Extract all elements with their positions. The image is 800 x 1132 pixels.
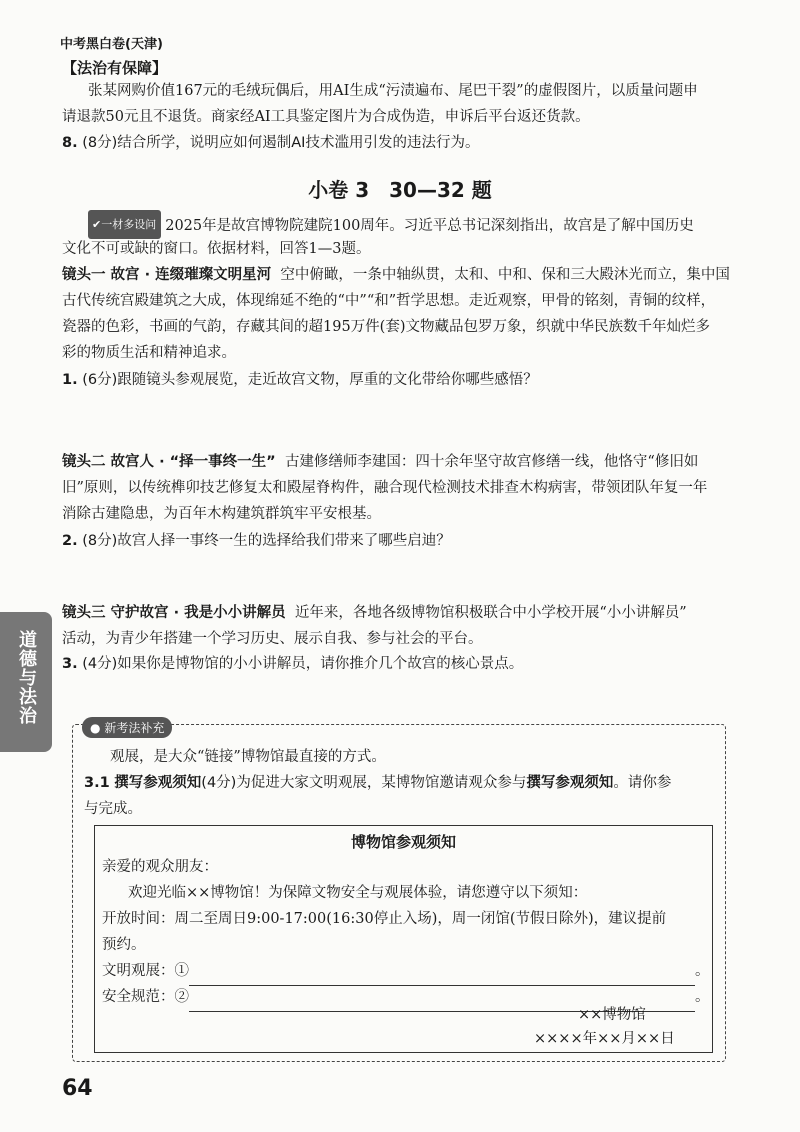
law-line-2: 请退款50元且不退货。商家经AI工具鉴定图片为合成伪造，申诉后平台返还货款。 (62, 109, 590, 125)
shot1-line-2: 古代传统宫殿建筑之大成，体现绵延不绝的“中”“和”哲学思想。走近观察，甲骨的铭刻，青铜的纹样， (62, 293, 716, 309)
question-2-text: (8分)故宫人择一事终一生的选择给我们带来了哪些启迪？ (82, 533, 451, 549)
shot2-line-1 (62, 449, 698, 476)
notice-title: 博物馆参观须知 (350, 833, 456, 851)
shot1-line-3: 瓷器的色彩，书画的气韵，存藏其间的超195万件(套)文物藏品包罗万象，织就中华民族数千年灿烂多 (62, 319, 710, 335)
question-3-1-bold: 撰写参观须知 (114, 775, 202, 791)
question-3-text: (4分)如果你是博物馆的小小讲解员，请你推介几个故宫的核心景点。 (82, 656, 524, 672)
multi-question-badge: ✔一材多设问 (88, 210, 161, 239)
shot3-text-1: 近年来，各地各级博物馆积极联合中小学校开展“小小讲解员” (294, 605, 687, 621)
question-3-1-mid: (4分)为促进大家文明观展，某博物馆邀请观众参与 (201, 775, 527, 791)
shot1-line-4: 彩的物质生活和精神追求。 (62, 345, 236, 361)
question-8-number: 8. (62, 135, 78, 151)
subject-side-tab-text: 道德与法治 (16, 630, 37, 725)
notice-date: ××××年××月××日 (534, 1031, 675, 1047)
shot3-line-1 (62, 600, 687, 627)
question-3-1 (84, 770, 671, 797)
question-8 (62, 131, 479, 152)
intro-text-1: 2025年是故宫博物院建院100周年。习近平总书记深刻指出，故宫是了解中国历史 (165, 218, 694, 234)
civil-viewing-label: 文明观展：① (102, 963, 189, 979)
lightbulb-icon: ● (90, 721, 101, 735)
safety-label: 安全规范：② (102, 989, 189, 1005)
shot3-title: 镜头三 守护故宫 · 我是小小讲解员 (62, 605, 286, 621)
page-number: 64 (62, 1076, 93, 1101)
question-2-number: 2. (62, 533, 78, 549)
intro-line-2: 文化不可或缺的窗口。依据材料，回答1—3题。 (62, 241, 371, 257)
shot2-title: 镜头二 故宫人 · “择一事终一生” (62, 454, 276, 470)
extension-line-0: 观展，是大众“链接”博物馆最直接的方式。 (110, 749, 386, 765)
civil-viewing-period: 。 (695, 963, 710, 979)
new-exam-badge (82, 717, 172, 738)
shot2-line-3: 消除古建隐患，为百年木构建筑群筑牢平安根基。 (62, 506, 381, 522)
civil-viewing-row (102, 958, 710, 986)
civil-viewing-blank[interactable] (189, 958, 695, 986)
safety-period: 。 (695, 989, 710, 1005)
section-title: 小卷 3 30—32 题 (308, 178, 492, 202)
question-1-text: (6分)跟随镜头参观展览，走近故宫文物，厚重的文化带给你哪些感悟？ (82, 372, 538, 388)
question-1-number: 1. (62, 372, 78, 388)
shot1-line-1 (62, 262, 730, 289)
question-3-number: 3. (62, 656, 78, 672)
running-header: 中考黑白卷(天津) (60, 37, 163, 52)
shot1-title: 镜头一 故宫 · 连缀璀璨文明星河 (62, 267, 272, 283)
law-line-1: 张某网购价值167元的毛绒玩偶后，用AI生成“污渍遍布、尾巴干裂”的虚假图片，以质量问题申 (88, 83, 698, 99)
shot3-line-2: 活动，为青少年搭建一个学习历史、展示自我、参与社会的平台。 (62, 631, 483, 647)
question-8-text: (8分)结合所学，说明应如何遏制AI技术滥用引发的违法行为。 (82, 135, 480, 151)
shot1-text-1: 空中俯瞰，一条中轴纵贯，太和、中和、保和三大殿沐光而立，集中国 (280, 267, 730, 283)
subject-side-tab (0, 612, 52, 752)
notice-hours-2: 预约。 (102, 937, 146, 953)
question-3-1-line-2: 与完成。 (84, 801, 142, 817)
question-3-1-bold-2: 撰写参观须知 (526, 775, 614, 791)
notice-signature: ××博物馆 (578, 1007, 646, 1023)
notice-hours-1: 开放时间：周二至周日9:00-17:00(16:30停止入场)，周一闭馆(节假日除外)，建议提前 (102, 911, 667, 927)
law-tag-label: 【法治有保障】 (62, 59, 168, 77)
shot2-text-1: 古建修缮师李建国：四十余年坚守故宫修缮一线，他恪守“修旧如 (284, 454, 699, 470)
notice-welcome: 欢迎光临××博物馆！为保障文物安全与观展体验，请您遵守以下须知： (128, 885, 588, 901)
new-exam-badge-label: 新考法补充 (104, 721, 165, 735)
question-2 (62, 529, 451, 550)
shot2-line-2: 旧”原则，以传统榫卯技艺修复太和殿屋脊构件，融合现代检测技术排查木构病害，带领团队年复一年 (62, 480, 708, 496)
question-1 (62, 368, 538, 389)
question-3-1-number: 3.1 (84, 775, 110, 791)
question-3 (62, 652, 523, 673)
notice-greeting: 亲爱的观众朋友： (102, 859, 218, 875)
question-3-1-end: 。请你参 (613, 775, 672, 791)
